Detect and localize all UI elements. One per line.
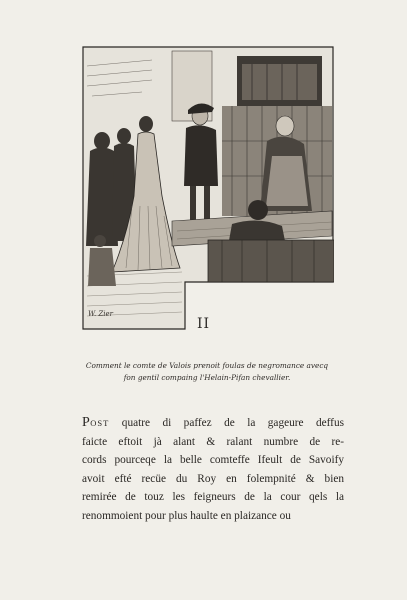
body-line: remirée de touz les feigneurs de la cour qels la [82,491,344,503]
small-caps: OST [90,418,110,428]
artist-signature: W. Zier [88,310,114,318]
first-line-text: quatre di paffez de la gageure deffus [109,417,344,429]
body-line: renommoient pour plus haulte en plaizance ou [82,509,291,522]
engraving-illustration [82,46,334,330]
illustration-caption [76,360,338,384]
caption-line: Comment le comte de Valois prenoit foulas de negromance avecq [85,361,329,370]
body-line: faicte eftoit jà alant & ralant numbre de re- [82,435,344,448]
drop-cap: P [82,415,91,430]
body-line: avoit efté recüe du Roy en folempnité & bien [82,472,344,485]
chapter-number: II [196,316,211,332]
body-line [82,414,344,433]
body-paragraph [82,414,344,525]
body-line: cords pourceqe la belle comteffe Ifeult de Savoify [82,454,344,466]
caption-line: fon gentil compaing l'Helain-Pifan chevallier. [123,373,291,382]
